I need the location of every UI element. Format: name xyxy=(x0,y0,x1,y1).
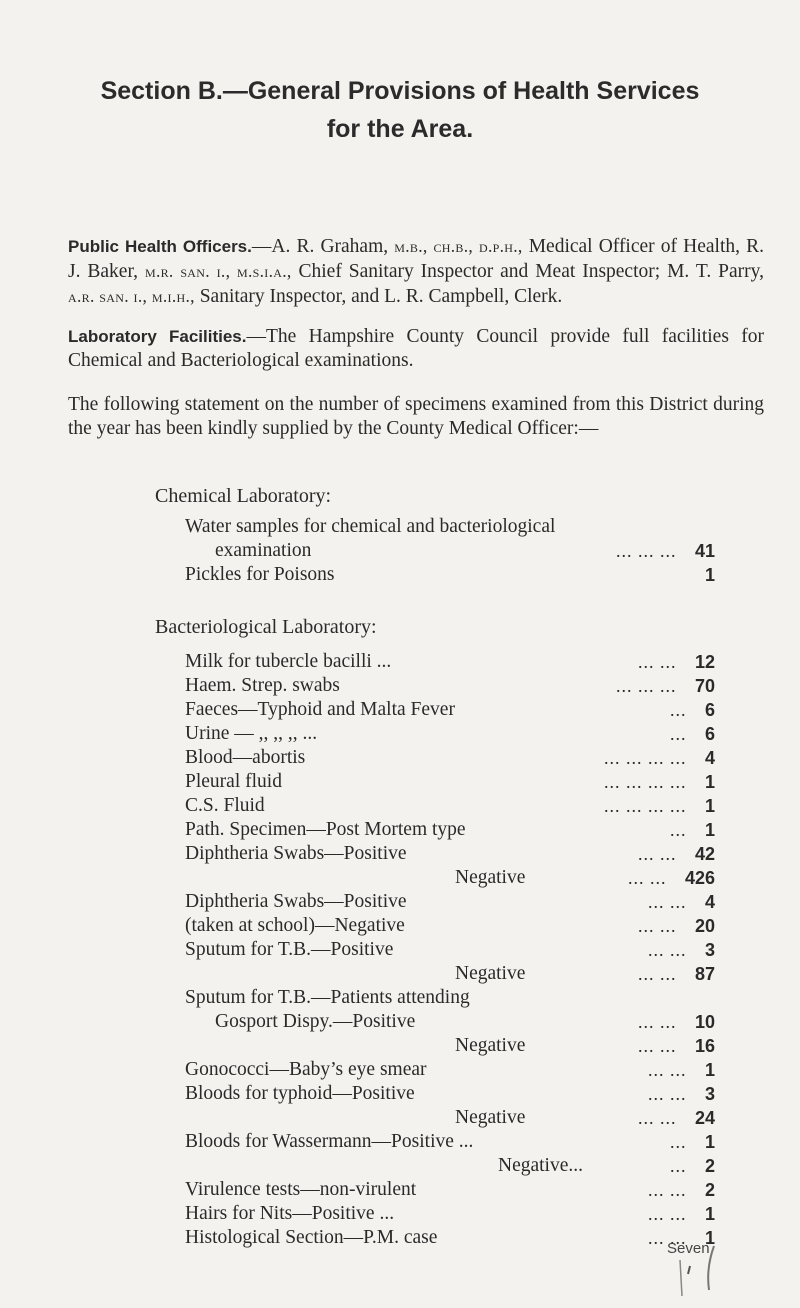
item-label: Hairs for Nits—Positive ... xyxy=(185,1203,395,1224)
chemical-laboratory-title: Chemical Laboratory: xyxy=(155,485,332,507)
item-label: Pleural fluid xyxy=(185,771,282,792)
list-item xyxy=(185,1082,715,1106)
leader-dots: ... ... xyxy=(648,1180,687,1200)
item-count: 1 xyxy=(704,1204,715,1224)
leader-dots: ... ... xyxy=(638,844,677,864)
leader-dots: ... xyxy=(670,1132,687,1152)
list-item xyxy=(185,1202,715,1226)
list-item xyxy=(185,842,715,866)
leader-dots: ... ... xyxy=(638,1036,677,1056)
item-label: C.S. Fluid xyxy=(185,795,265,816)
item-count: 42 xyxy=(694,844,715,864)
item-count: 3 xyxy=(704,1084,715,1104)
leader-dots: ... ... xyxy=(638,1012,677,1032)
officers-text-4: Sanitary Inspector, and L. R. Campbell, Clerk. xyxy=(194,286,563,307)
leader-dots: ... ... ... ... xyxy=(604,796,687,816)
leader-dots: ... ... ... ... xyxy=(604,748,687,768)
list-item xyxy=(185,1154,715,1178)
list-item xyxy=(185,914,715,938)
item-label: Bloods for Wassermann—Positive ... xyxy=(185,1131,474,1152)
list-item xyxy=(185,650,715,674)
list-item xyxy=(185,890,715,914)
item-count: 2 xyxy=(704,1156,715,1176)
item-label: Bloods for typhoid—Positive xyxy=(185,1083,415,1104)
chemical-laboratory-list xyxy=(185,515,715,587)
leader-dots: ... xyxy=(670,820,687,840)
list-item xyxy=(185,1130,715,1154)
leader-dots: ... ... xyxy=(648,892,687,912)
item-count: 1 xyxy=(704,820,715,840)
item-label: Virulence tests—non-virulent xyxy=(185,1179,417,1200)
item-count: 1 xyxy=(704,1228,715,1248)
list-item xyxy=(185,1034,715,1058)
officers-qual-3: a.r. san. i., m.i.h., xyxy=(68,286,195,306)
item-count: 41 xyxy=(694,541,715,561)
leader-dots: ... xyxy=(670,1156,687,1176)
item-label: Negative xyxy=(455,1035,526,1056)
officers-lead: Public Health Officers. xyxy=(68,237,252,256)
item-count: 20 xyxy=(694,916,715,936)
list-item xyxy=(185,794,715,818)
leader-dots: ... ... xyxy=(638,916,677,936)
statement-paragraph: The following statement on the number of specimens examined from this District during the year has been kindly supplied by the County Medical Officer:— xyxy=(68,394,764,439)
item-count: 24 xyxy=(694,1108,715,1128)
officers-text-3: Chief Sanitary Inspector and Meat Inspector; M. T. Parry, xyxy=(291,261,764,282)
item-count: 12 xyxy=(694,652,715,672)
item-count: 4 xyxy=(704,892,715,912)
laboratory-paragraph xyxy=(68,325,764,373)
leader-dots: ... xyxy=(670,700,687,720)
list-item xyxy=(185,818,715,842)
bacteriological-laboratory-list xyxy=(185,650,715,1250)
leader-dots: ... ... xyxy=(648,1204,687,1224)
item-count: 87 xyxy=(694,964,715,984)
item-count: 2 xyxy=(704,1180,715,1200)
leader-dots: ... ... xyxy=(638,1108,677,1128)
list-item xyxy=(185,563,715,587)
officers-text-1: —A. R. Graham, xyxy=(251,236,395,257)
leader-dots: ... ... xyxy=(648,1060,687,1080)
item-label: Negative... xyxy=(498,1155,584,1176)
item-label: Negative xyxy=(455,1107,526,1128)
list-item xyxy=(185,1106,715,1130)
heading-line-2: for the Area. xyxy=(326,115,474,143)
item-count: 426 xyxy=(684,868,715,888)
bacteriological-laboratory-title: Bacteriological Laboratory: xyxy=(155,616,377,638)
list-item xyxy=(185,539,715,563)
item-label: Sputum for T.B.—Patients attending xyxy=(185,987,470,1008)
list-item xyxy=(185,938,715,962)
leader-dots: ... ... ... xyxy=(616,676,677,696)
item-label: Gonococci—Baby’s eye smear xyxy=(185,1059,427,1080)
item-count: 1 xyxy=(704,565,715,585)
officers-qual-1: m.b., ch.b., d.p.h., xyxy=(394,236,523,256)
item-label: Urine — ,, ,, ,, ... xyxy=(185,723,318,744)
item-count: 1 xyxy=(704,1060,715,1080)
officers-paragraph xyxy=(68,234,764,309)
list-item xyxy=(185,986,715,1010)
item-count: 4 xyxy=(704,748,715,768)
item-label: Sputum for T.B.—Positive xyxy=(185,939,394,960)
ink-mark-icon xyxy=(662,1238,722,1298)
list-item xyxy=(185,1058,715,1082)
list-item xyxy=(185,1226,715,1250)
leader-dots: ... ... xyxy=(648,1084,687,1104)
item-label: Diphtheria Swabs—Positive xyxy=(185,891,407,912)
heading-line-1: Section B.—General Provisions of Health Services xyxy=(100,77,700,105)
leader-dots: ... ... xyxy=(648,940,687,960)
item-count: 10 xyxy=(694,1012,715,1032)
item-label: examination xyxy=(215,540,312,561)
officers-text-2: Medical Officer of Health, R. J. Baker, xyxy=(68,236,764,282)
item-count: 16 xyxy=(694,1036,715,1056)
list-item xyxy=(185,1010,715,1034)
item-label: Milk for tubercle bacilli ... xyxy=(185,651,392,672)
list-item xyxy=(185,770,715,794)
leader-dots: ... ... xyxy=(628,868,667,888)
leader-dots: ... ... xyxy=(638,652,677,672)
laboratory-text: —The Hampshire County Council provide full facilities for Chemical and Bacteriological examinations. xyxy=(68,326,764,371)
list-item xyxy=(185,698,715,722)
item-label: Gosport Dispy.—Positive xyxy=(215,1011,416,1032)
leader-dots: ... ... xyxy=(638,964,677,984)
item-label: Negative xyxy=(455,867,526,888)
laboratory-lead: Laboratory Facilities. xyxy=(68,327,247,346)
section-heading xyxy=(40,72,760,148)
list-item xyxy=(185,674,715,698)
item-label: Faeces—Typhoid and Malta Fever xyxy=(185,699,455,720)
item-count: 3 xyxy=(704,940,715,960)
leader-dots: ... ... ... xyxy=(616,541,677,561)
item-count: 6 xyxy=(704,724,715,744)
item-label: Path. Specimen—Post Mortem type xyxy=(185,819,466,840)
list-item xyxy=(185,1178,715,1202)
leader-dots: ... ... xyxy=(648,1228,687,1248)
leader-dots: ... xyxy=(670,724,687,744)
item-label: Haem. Strep. swabs xyxy=(185,675,340,696)
item-label: Histological Section—P.M. case xyxy=(185,1227,438,1248)
page-number: Seven xyxy=(667,1240,710,1257)
list-item xyxy=(185,866,715,890)
item-count: 6 xyxy=(704,700,715,720)
list-item xyxy=(185,515,715,539)
item-count: 1 xyxy=(704,796,715,816)
leader-dots: ... ... ... ... xyxy=(604,772,687,792)
list-item xyxy=(185,746,715,770)
item-label: Pickles for Poisons xyxy=(185,564,335,585)
list-item xyxy=(185,722,715,746)
item-count: 1 xyxy=(704,772,715,792)
item-label: (taken at school)—Negative xyxy=(185,915,405,936)
item-count: 1 xyxy=(704,1132,715,1152)
list-item xyxy=(185,962,715,986)
officers-qual-2: m.r. san. i., m.s.i.a., xyxy=(144,261,292,281)
item-count: 70 xyxy=(694,676,715,696)
item-label: Water samples for chemical and bacteriological xyxy=(185,516,556,537)
item-label: Blood—abortis xyxy=(185,747,306,768)
item-label: Negative xyxy=(455,963,526,984)
item-label: Diphtheria Swabs—Positive xyxy=(185,843,407,864)
